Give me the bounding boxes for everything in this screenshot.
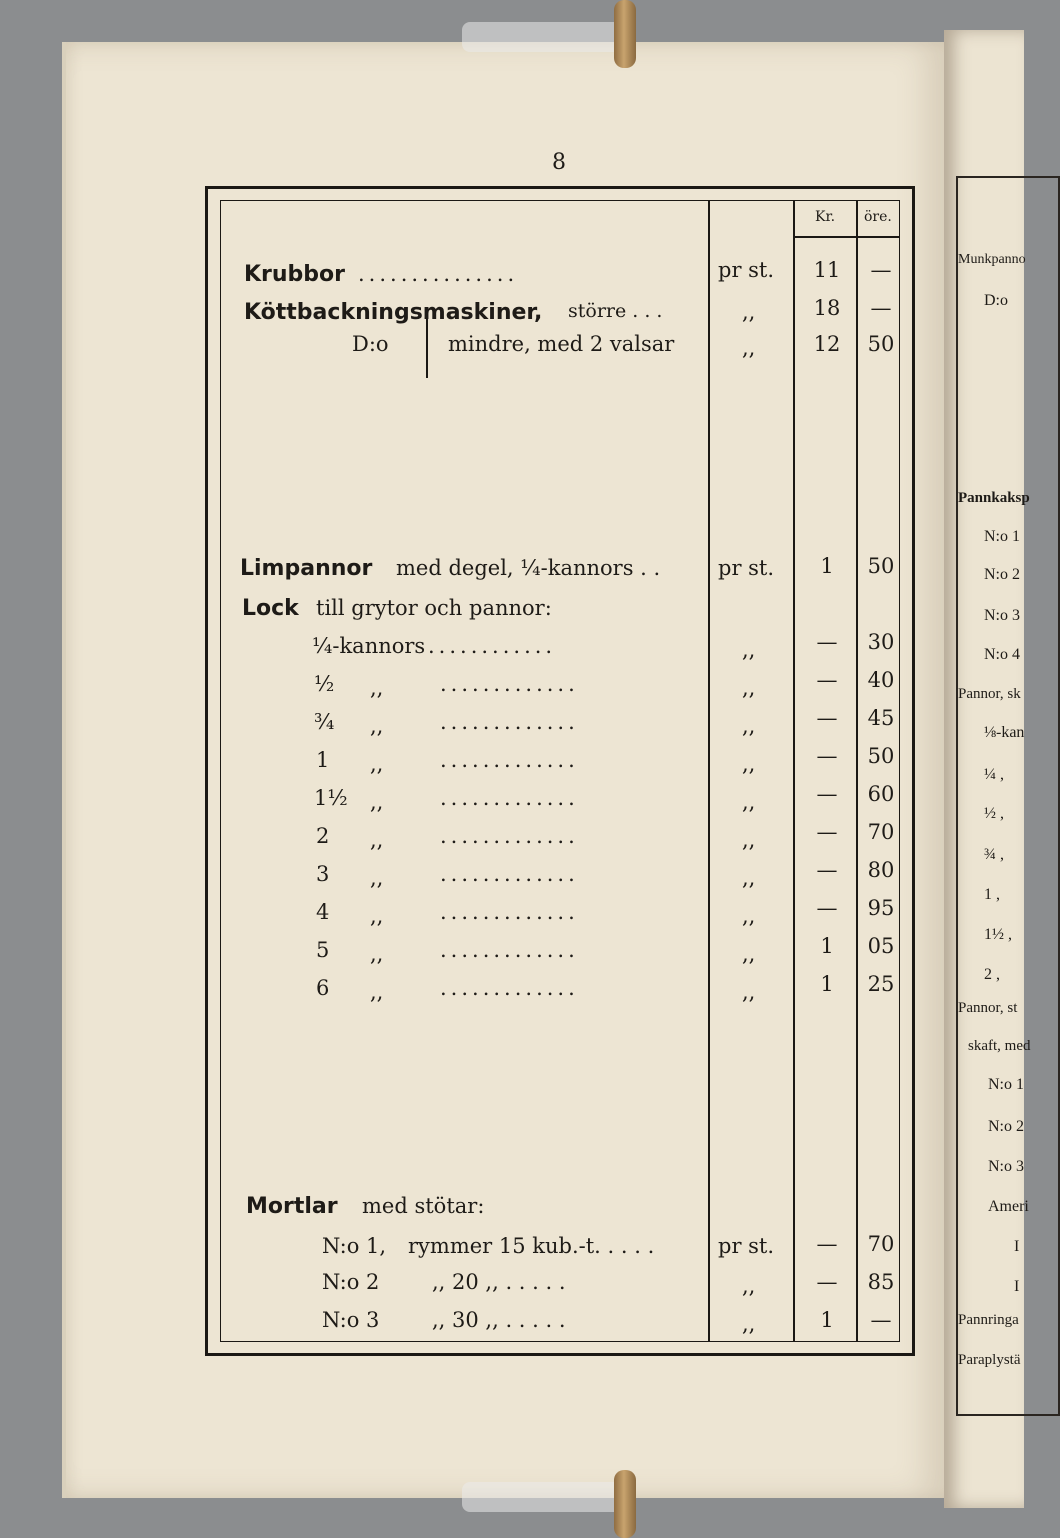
item-name: ¼-kannors [312,634,426,658]
kr-value: — [816,820,838,844]
facing-text: 1½ , [984,926,1012,943]
ore-value: 50 [867,332,895,356]
item-detail: ,, 30 ,, . . . . . [432,1308,566,1332]
unit-label: pr st. [718,258,775,282]
section-detail: till grytor och pannor: [316,596,552,620]
item-name: N:o 2 [322,1270,380,1294]
kr-value: 12 [813,332,841,356]
facing-text: Pannkaksp [958,490,1030,506]
ore-value: 70 [867,820,895,844]
page-number: 8 [552,150,566,175]
facing-text: 2 , [984,966,1000,983]
unit-label: pr st. [718,1234,775,1258]
ore-value: 80 [867,858,895,882]
facing-text: D:o [984,292,1008,309]
unit-label: ,, [742,866,756,890]
kr-value: — [816,744,838,768]
leader-dots: ............. [440,900,579,924]
unit-label: ,, [742,676,756,700]
kr-value: — [816,630,838,654]
ore-value: 60 [867,782,895,806]
item-name: ½ [314,672,335,696]
ore-value: 45 [867,706,895,730]
unit-label: ,, [742,752,756,776]
ore-value: — [870,258,892,282]
unit-label: ,, [742,790,756,814]
kr-value: — [816,858,838,882]
kr-value: 1 [820,554,834,578]
ditto-mark: ,, [370,752,384,776]
ore-value: 30 [867,630,895,654]
item-name: Limpannor [240,556,373,581]
item-name: Köttbackningsmaskiner, [244,300,543,325]
binding-clip-top [614,0,636,68]
item-detail: mindre, med 2 valsar [448,332,675,356]
item-name: N:o 3 [322,1308,380,1332]
leader-dots: ............. [440,862,579,886]
kr-value: — [816,668,838,692]
ore-value: 50 [867,554,895,578]
leader-dots: ............. [440,786,579,810]
ditto-mark: ,, [370,790,384,814]
column-divider [856,200,858,1342]
unit-label: ,, [742,638,756,662]
kr-value: 18 [813,296,841,320]
item-detail: ,, 20 ,, . . . . . [432,1270,566,1294]
ore-value: 85 [867,1270,895,1294]
ore-header: öre. [864,209,892,225]
item-detail: med degel, ¼-kannors . . [396,556,661,580]
column-divider [426,318,428,378]
facing-text: N:o 1 [984,528,1020,545]
kr-value: 11 [813,258,841,282]
facing-text: N:o 1 [988,1076,1024,1093]
ore-value: 50 [867,744,895,768]
facing-text: Pannor, st [958,1000,1018,1016]
facing-text: Pannor, sk [958,686,1021,702]
facing-text: N:o 3 [984,607,1020,624]
item-name: 3 [316,862,330,886]
kr-value: — [816,782,838,806]
ore-value: 95 [867,896,895,920]
unit-label: ,, [742,300,756,324]
kr-value: — [816,896,838,920]
kr-value: 1 [820,934,834,958]
ore-value: — [870,1308,892,1332]
facing-text: Paraplystä [958,1352,1021,1368]
ore-value: — [870,296,892,320]
unit-label: ,, [742,980,756,1004]
facing-page-frame [956,176,1060,1416]
ditto-mark: ,, [370,980,384,1004]
facing-text: N:o 4 [984,646,1020,663]
kr-value: — [816,706,838,730]
leader-dots: ............. [440,976,579,1000]
ditto-mark: ,, [370,828,384,852]
clip-band-top [462,22,622,52]
facing-text: ⅛-kan [984,724,1025,741]
ditto-mark: ,, [370,866,384,890]
ditto-mark: ,, [370,904,384,928]
item-name: Krubbor [244,262,346,287]
column-divider [793,200,795,1342]
leader-dots: ............. [440,710,579,734]
kr-value: 1 [820,1308,834,1332]
binding-clip-bottom [614,1470,636,1538]
ore-value: 70 [867,1232,895,1256]
kr-value: 1 [820,972,834,996]
unit-label: ,, [742,942,756,966]
unit-label: ,, [742,1274,756,1298]
section-heading: Lock [242,596,299,621]
facing-page [944,30,1031,1508]
ditto-mark: ,, [370,676,384,700]
facing-text: N:o 3 [988,1158,1024,1175]
kr-value: — [816,1232,838,1256]
item-name: 5 [316,938,330,962]
facing-text: Munkpanno [958,252,1026,267]
section-detail: med stötar: [362,1194,485,1218]
ore-value: 40 [867,668,895,692]
facing-text: ¼ , [984,766,1004,783]
unit-label: pr st. [718,556,775,580]
ore-value: 05 [867,934,895,958]
facing-text: 1 , [984,886,1000,903]
facing-text: I [1014,1278,1020,1295]
leader-dots: ............. [440,938,579,962]
section-heading: Mortlar [246,1194,338,1219]
kronor-header: Kr. [815,209,836,225]
item-name: ¾ [314,710,335,734]
item-name: D:o [352,332,389,356]
unit-label: ,, [742,1312,756,1336]
leader-dots: ............ [428,634,557,658]
ditto-mark: ,, [370,942,384,966]
unit-label: ,, [742,714,756,738]
kr-value: — [816,1270,838,1294]
facing-text: I [1014,1238,1020,1255]
header-rule [793,236,900,238]
unit-label: ,, [742,828,756,852]
facing-text: N:o 2 [984,566,1020,583]
item-detail: rymmer 15 kub.-t. . . . . [408,1234,655,1258]
facing-text: Ameri [988,1198,1029,1215]
facing-text: ½ , [984,805,1004,822]
ditto-mark: ,, [370,714,384,738]
clip-band-bottom [462,1482,622,1512]
facing-text: N:o 2 [988,1118,1024,1135]
item-detail: större . . . [568,300,663,322]
item-name: 4 [316,900,330,924]
facing-text: Pannringa [958,1312,1019,1328]
item-name: 6 [316,976,330,1000]
item-name: 1½ [314,786,348,810]
leader-dots: ............. [440,672,579,696]
facing-text: skaft, med [968,1038,1031,1054]
unit-label: ,, [742,336,756,360]
facing-text: ¾ , [984,846,1004,863]
ore-value: 25 [867,972,895,996]
leader-dots: ............. [440,824,579,848]
leader-dots: ............. [440,748,579,772]
column-divider [708,200,710,1342]
item-name: N:o 1, [322,1234,387,1258]
page-edge [62,42,66,1498]
item-name: 1 [316,748,330,772]
unit-label: ,, [742,904,756,928]
item-name: 2 [316,824,330,848]
leader-dots: ............... [358,262,519,286]
